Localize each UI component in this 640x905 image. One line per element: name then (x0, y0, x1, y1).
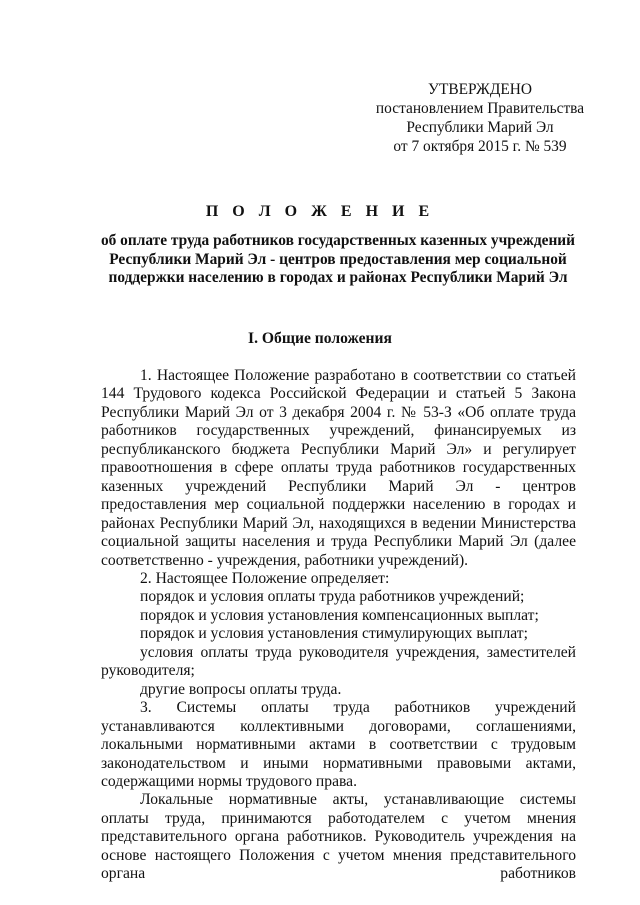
approval-resolution: постановлением Правительства (375, 100, 585, 117)
list-item: порядок и условия установления стимулирующих выплат; (140, 625, 528, 643)
approval-heading: УТВЕРЖДЕНО (428, 81, 532, 98)
list-item: порядок и условия оплаты труда работников учреждений; (140, 588, 525, 606)
document-subtitle: об оплате труда работников государственных казенных учреждений Республики Марий Эл - центров предоставления мер социальной поддержки населению в городах и районах Республики Марий Эл (100, 232, 576, 286)
document-body (101, 367, 576, 884)
paragraph-4: Локальные нормативные акты, устанавливающие системы оплаты труда, принимаются работодателем с учетом мнения представительного органа работников. Руководитель учреждения на основе настоящего Положения с учетом мнения представительного органа работников (101, 791, 576, 883)
document-title: П О Л О Ж Е Н И Е (205, 203, 435, 220)
list-item: порядок и условия установления компенсационных выплат; (140, 606, 539, 624)
paragraph-1: 1. Настоящее Положение разработано в соответствии со статьей 144 Трудового кодекса Российской Федерации и статьей 5 Закона Республики Марий Эл от 3 декабря 2004 г. № 53-З «Об оплате труда работников государственных учреждений, финансируемых из республиканского бюджета Республики Марий Эл» и регулирует правоотношения в сфере оплаты труда работников государственных казенных учреждений Республики Марий Эл - центров предоставления мер социальной поддержки населению в городах и районах Республики Марий Эл, находящихся в ведении Министерства социальной защиты населения и труда Республики Марий Эл (далее соответственно - учреждения, работники учреждений). (101, 367, 576, 569)
paragraph-2: 2. Настоящее Положение определяет: (140, 569, 390, 587)
approval-block (360, 80, 600, 156)
list-item: условия оплаты труда руководителя учреждения, заместителей руководителя; (101, 643, 576, 680)
approval-republic: Республики Марий Эл (406, 119, 554, 136)
list-item: другие вопросы оплаты труда. (140, 680, 342, 698)
paragraph-3: 3. Системы оплаты труда работников учреждений устанавливаются коллективными договорами, соглашениями, локальными нормативными актами в соответствии с трудовым законодательством и иными нормативными правовыми актами, содержащими нормы трудового права. (101, 699, 576, 790)
approval-date-number: от 7 октября 2015 г. № 539 (393, 138, 567, 155)
section-heading: I. Общие положения (248, 330, 392, 347)
